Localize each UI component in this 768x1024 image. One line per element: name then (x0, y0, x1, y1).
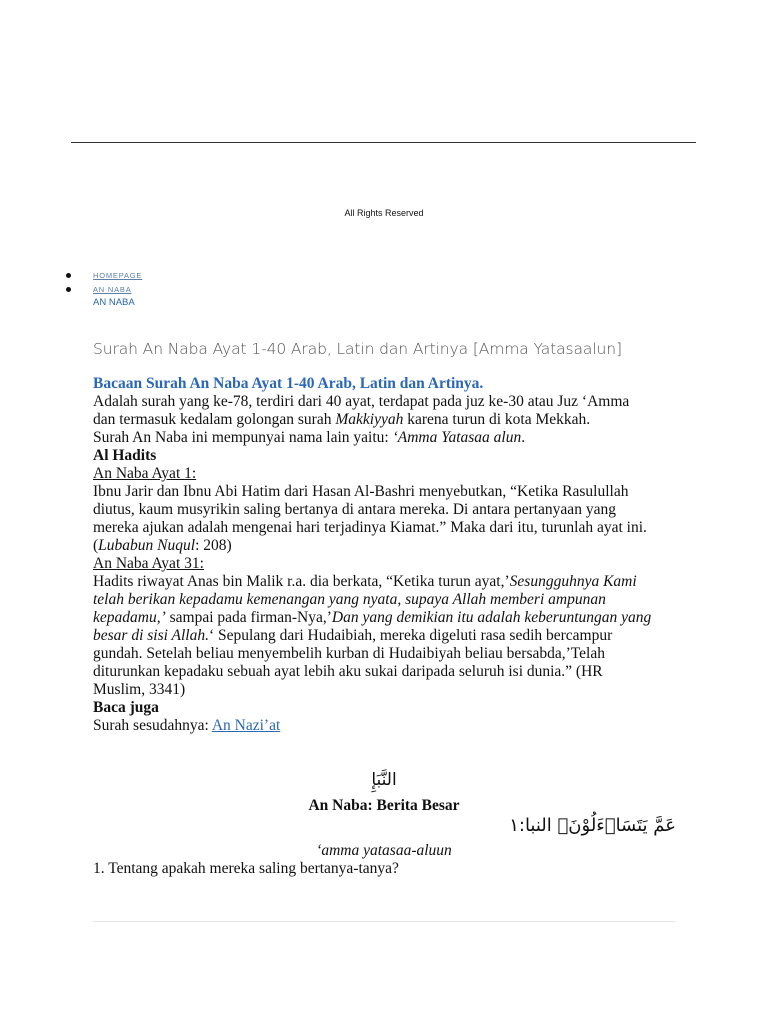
surah-arabic-name: النَّبَإِ (371, 770, 397, 790)
breadcrumb-current: AN NABA (93, 297, 135, 308)
ayat31-quote-1: Sesungguhnya Kami telah berikan kepadamu kemenangan yang nyata, supaya Allah memberi ampunan kepadamu,’ (93, 573, 637, 626)
ayat31-heading: An Naba Ayat 31: (93, 555, 204, 572)
ayat31-quote-2: Dan yang demikian itu adalah keberuntungan yang besar di sisi Allah. (93, 609, 652, 644)
intro-paragraph (93, 393, 653, 429)
bullet-icon (66, 287, 71, 292)
other-name-paragraph (93, 429, 653, 447)
ayat31-connector: sampai pada firman-Nya,’ (165, 609, 332, 626)
next-surah-prefix: Surah sesudahnya: (93, 717, 212, 734)
makkiyyah-term: Makkiyyah (335, 411, 404, 428)
ayat31-intro: Hadits riwayat Anas bin Malik r.a. dia berkata, “Ketika turun ayat,’ (93, 573, 510, 590)
hadits-heading: Al Hadits (93, 447, 157, 464)
ayah-1-latin: ‘amma yatasaa-aluun (316, 842, 452, 859)
other-name: ‘Amma Yatasaa alun (392, 429, 522, 446)
rights-text: All Rights Reserved (344, 208, 424, 218)
surah-title: An Naba: Berita Besar (308, 797, 460, 814)
content-divider (93, 921, 675, 922)
ayah-1-arabic: عَمَّ يَتَسَاۤءَلُوْنَۚ النبا:١ (509, 815, 676, 836)
page-title: Surah An Naba Ayat 1-40 Arab, Latin dan Artinya [Amma Yatasaalun] (93, 340, 622, 358)
next-surah (93, 717, 653, 735)
other-name-prefix: Surah An Naba ini mempunyai nama lain yaitu: (93, 429, 393, 446)
lead-title: Bacaan Surah An Naba Ayat 1-40 Arab, Latin dan Artinya. (93, 375, 484, 392)
next-surah-link[interactable]: An Nazi’at (211, 717, 281, 734)
ayah-1-translation: 1. Tentang apakah mereka saling bertanya-tanya? (93, 860, 399, 877)
ayat1-text: Ibnu Jarir dan Ibnu Abi Hatim dari Hasan Al-Bashri menyebutkan, “Ketika Rasulullah diutus, kaum musyrikin saling bertanya di antara mereka. Di antara pertanyaan yang mereka ajukan adalah mengenai hari terjadinya Kiamat.” Maka dari itu, turunlah ayat ini. ( (93, 483, 647, 554)
ayat1-end: : 208) (195, 537, 232, 554)
homepage-link[interactable]: HOMEPAGE (93, 271, 143, 280)
ayat31-rest: ‘ Sepulang dari Hudaibiah, mereka digeluti rasa sedih bercampur gundah. Setelah beliau menyembelih kurban di Hudaibiyah beliau bersabda,’Telah diturunkan kepadaku sebuah ayat lebih aku sukai daripada seluruh isi dunia.” (HR Muslim, 3341) (93, 627, 613, 698)
bullet-icon (66, 273, 71, 278)
ayat31-paragraph (93, 573, 653, 699)
ayat1-source: Lubabun Nuqul (98, 537, 196, 554)
ayat1-heading: An Naba Ayat 1: (93, 465, 197, 482)
article-body (93, 375, 653, 735)
header-divider (71, 142, 696, 143)
ayat1-paragraph (93, 483, 653, 555)
baca-juga-heading: Baca juga (93, 699, 159, 716)
other-name-suffix: . (521, 429, 526, 446)
an-naba-link[interactable]: AN NABA (93, 285, 132, 294)
intro-text-end: karena turun di kota Mekkah. (403, 411, 591, 428)
intro-text: Adalah surah yang ke-78, terdiri dari 40 ayat, terdapat pada juz ke-30 atau Juz ‘Amma dan termasuk kedalam golongan surah (93, 393, 630, 428)
